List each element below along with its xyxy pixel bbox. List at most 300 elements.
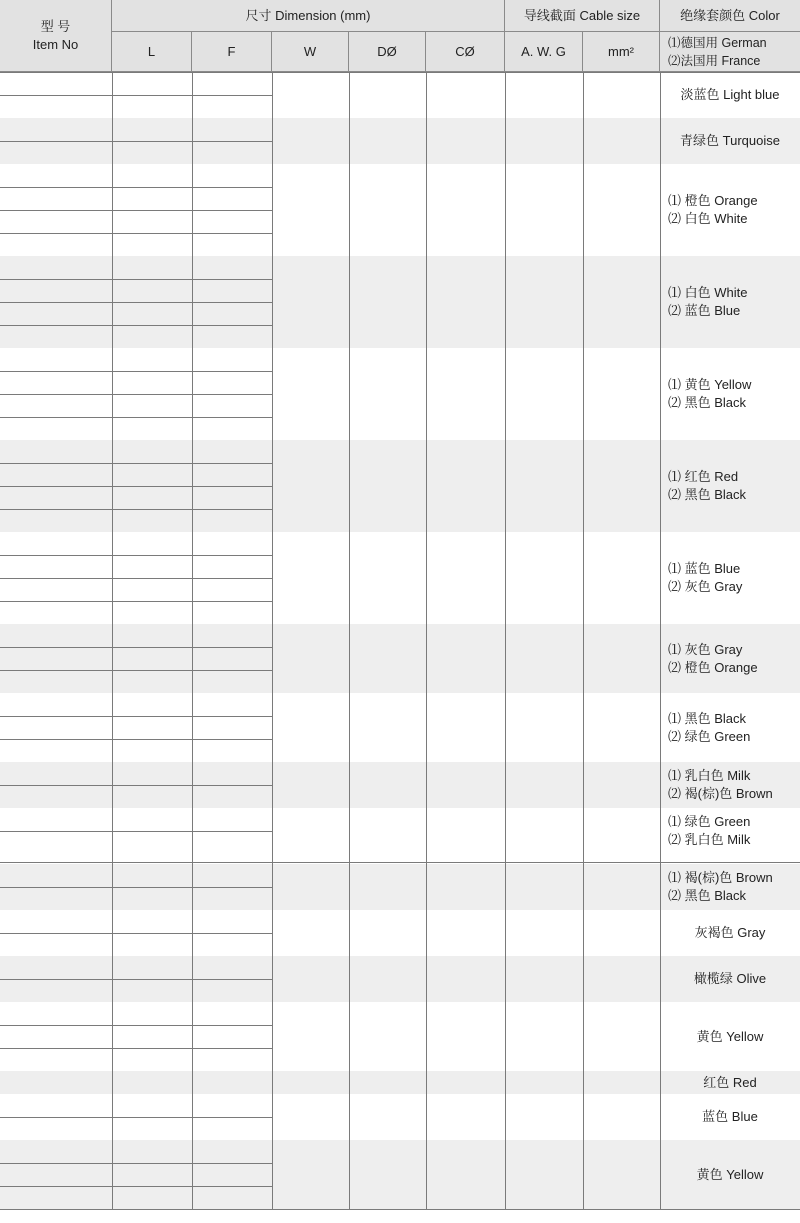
color-line: 黄色 Yellow (696, 1028, 764, 1044)
dim-F (192, 187, 272, 210)
block-separator-line (0, 862, 800, 863)
color-line: ⑴ 绿色 Green (668, 814, 751, 829)
dim-D (349, 624, 426, 693)
dim-W (272, 118, 349, 164)
color-line: ⑴ 灰色 Gray (668, 641, 743, 657)
item-number (0, 532, 112, 555)
dim-awg (505, 1071, 583, 1094)
color-line: ⑴ 蓝色 Blue (668, 561, 741, 576)
dim-mm2 (583, 808, 660, 854)
row-divider (0, 486, 272, 487)
dim-awg (505, 118, 583, 164)
color-line: 蓝色 Blue (702, 1109, 758, 1124)
color-line: ⑵ 灰色 Gray (668, 579, 743, 594)
dim-F (192, 601, 272, 624)
dim-mm2 (583, 532, 660, 624)
row-divider (0, 647, 272, 648)
dim-W (272, 532, 349, 624)
item-number (0, 210, 112, 233)
color-line: ⑵ 橙色 Orange (668, 659, 758, 675)
dim-F (192, 933, 272, 956)
dim-W (272, 956, 349, 1002)
dim-L (112, 95, 192, 118)
row-divider (0, 233, 272, 234)
insulation-color (660, 72, 800, 118)
item-number (0, 440, 112, 463)
insulation-color (660, 910, 800, 956)
group-divider (0, 1209, 800, 1210)
dim-F (192, 233, 272, 256)
dim-L (112, 256, 192, 279)
insulation-color (660, 624, 800, 693)
dim-awg (505, 532, 583, 624)
item-number (0, 1071, 112, 1094)
item-number (0, 118, 112, 141)
item-number (0, 279, 112, 302)
dim-C (426, 693, 505, 762)
item-number (0, 785, 112, 808)
column-divider (660, 72, 661, 1209)
item-number (0, 887, 112, 910)
item-number (0, 1117, 112, 1140)
col-header-C: CØ (426, 32, 505, 72)
dim-mm2 (583, 440, 660, 532)
dim-L (112, 1163, 192, 1186)
dim-F (192, 831, 272, 854)
dim-L (112, 1002, 192, 1025)
dim-L (112, 348, 192, 371)
item-number (0, 864, 112, 887)
row-divider (0, 785, 272, 786)
item-number (0, 1140, 112, 1163)
item-number (0, 808, 112, 831)
dim-W (272, 864, 349, 910)
dim-mm2 (583, 256, 660, 348)
dim-mm2 (583, 1071, 660, 1094)
dim-L (112, 509, 192, 532)
item-number (0, 348, 112, 371)
dim-F (192, 739, 272, 762)
color-line: ⑴ 褐(棕)色 Brown (668, 870, 773, 885)
dim-C (426, 1140, 505, 1209)
item-number (0, 233, 112, 256)
dim-L (112, 141, 192, 164)
dim-L (112, 693, 192, 716)
item-number (0, 164, 112, 187)
dim-L (112, 1140, 192, 1163)
dim-C (426, 72, 505, 118)
dim-C (426, 256, 505, 348)
insulation-color (660, 1002, 800, 1071)
color-line: 淡蓝色 Light blue (680, 87, 780, 102)
item-number (0, 325, 112, 348)
item-number (0, 141, 112, 164)
insulation-color (660, 164, 800, 256)
dim-L (112, 831, 192, 854)
dim-C (426, 164, 505, 256)
dim-awg (505, 808, 583, 854)
dim-W (272, 256, 349, 348)
color-line: ⑵ 黑色 Black (668, 487, 747, 502)
item-number (0, 716, 112, 739)
dimension-header: 尺寸 Dimension (mm) (112, 0, 505, 32)
dim-F (192, 808, 272, 831)
dim-C (426, 762, 505, 808)
dim-W (272, 910, 349, 956)
dim-C (426, 532, 505, 624)
dim-W (272, 440, 349, 532)
column-divider (426, 72, 427, 1209)
column-divider (505, 72, 506, 1209)
row-divider (0, 325, 272, 326)
row-divider (0, 394, 272, 395)
dim-C (426, 864, 505, 910)
color-line: ⑴ 乳白色 Milk (668, 768, 751, 783)
dim-D (349, 864, 426, 910)
dim-L (112, 233, 192, 256)
dim-C (426, 1094, 505, 1140)
color-line: 红色 Red (703, 1074, 757, 1090)
dim-C (426, 624, 505, 693)
col-header-standard (660, 32, 800, 72)
dim-F (192, 394, 272, 417)
item-number (0, 187, 112, 210)
dim-F (192, 72, 272, 95)
dim-F (192, 624, 272, 647)
item-header-cn: 型 号 (40, 18, 71, 34)
row-divider (0, 1048, 272, 1049)
item-number (0, 762, 112, 785)
dim-mm2 (583, 164, 660, 256)
item-header (0, 0, 112, 72)
dim-awg (505, 164, 583, 256)
row-divider (0, 578, 272, 579)
row-divider (0, 1117, 272, 1118)
dim-C (426, 1071, 505, 1094)
dim-L (112, 910, 192, 933)
dim-L (112, 1071, 192, 1094)
color-line: 黄色 Yellow (696, 1166, 764, 1182)
dim-L (112, 325, 192, 348)
item-number (0, 601, 112, 624)
color-line: 青绿色 Turquoise (680, 133, 780, 148)
color-line: ⑵ 乳白色 Milk (668, 832, 751, 847)
item-number (0, 739, 112, 762)
dim-L (112, 762, 192, 785)
dim-L (112, 72, 192, 95)
dim-L (112, 956, 192, 979)
dim-W (272, 762, 349, 808)
dim-C (426, 118, 505, 164)
dim-D (349, 1094, 426, 1140)
dim-mm2 (583, 762, 660, 808)
dim-F (192, 716, 272, 739)
dim-F (192, 1094, 272, 1117)
insulation-color (660, 440, 800, 532)
dim-C (426, 348, 505, 440)
dim-mm2 (583, 693, 660, 762)
insulation-color (660, 762, 800, 808)
dim-D (349, 348, 426, 440)
dim-D (349, 72, 426, 118)
std-german: ⑴德国用 German (668, 35, 767, 50)
row-divider (0, 601, 272, 602)
dim-awg (505, 910, 583, 956)
row-divider (0, 302, 272, 303)
dim-L (112, 1048, 192, 1071)
row-divider (0, 463, 272, 464)
color-line: 橄榄绿 Olive (693, 971, 767, 986)
dim-F (192, 348, 272, 371)
col-header-D: DØ (349, 32, 426, 72)
dim-L (112, 1186, 192, 1209)
item-number (0, 979, 112, 1002)
column-divider (192, 72, 193, 1209)
dim-awg (505, 1094, 583, 1140)
dim-D (349, 910, 426, 956)
dim-F (192, 647, 272, 670)
dim-D (349, 693, 426, 762)
dim-awg (505, 72, 583, 118)
item-number (0, 1025, 112, 1048)
item-number (0, 555, 112, 578)
color-line: ⑴ 红色 Red (668, 469, 739, 484)
dim-F (192, 256, 272, 279)
dim-L (112, 118, 192, 141)
item-number (0, 1048, 112, 1071)
dim-D (349, 256, 426, 348)
dim-D (349, 808, 426, 854)
color-line: ⑵ 白色 White (668, 211, 748, 226)
color-line: ⑴ 橙色 Orange (668, 193, 758, 208)
dim-L (112, 670, 192, 693)
row-divider (0, 555, 272, 556)
dim-D (349, 1002, 426, 1071)
col-header-awg: A. W. G (505, 32, 583, 72)
color-line: ⑴ 黄色 Yellow (668, 377, 752, 392)
row-divider (0, 1163, 272, 1164)
dim-L (112, 739, 192, 762)
item-number (0, 486, 112, 509)
dim-L (112, 555, 192, 578)
insulation-color (660, 118, 800, 164)
dim-mm2 (583, 624, 660, 693)
dim-L (112, 716, 192, 739)
row-divider (0, 933, 272, 934)
dim-D (349, 440, 426, 532)
insulation-color (660, 956, 800, 1002)
column-divider (112, 72, 113, 1209)
item-number (0, 910, 112, 933)
row-divider (0, 1186, 272, 1187)
dim-L (112, 624, 192, 647)
dim-F (192, 762, 272, 785)
dim-F (192, 979, 272, 1002)
dim-D (349, 118, 426, 164)
dim-awg (505, 762, 583, 808)
item-number (0, 1094, 112, 1117)
insulation-color (660, 256, 800, 348)
dim-L (112, 532, 192, 555)
row-divider (0, 739, 272, 740)
dim-awg (505, 1002, 583, 1071)
cable-size-header: 导线截面 Cable size (505, 0, 660, 32)
dim-F (192, 371, 272, 394)
col-header-L: L (112, 32, 192, 72)
dim-mm2 (583, 1094, 660, 1140)
item-header-en: Item No (32, 36, 79, 52)
dim-C (426, 956, 505, 1002)
row-divider (0, 95, 272, 96)
dim-C (426, 910, 505, 956)
dim-F (192, 509, 272, 532)
dim-F (192, 118, 272, 141)
row-divider (0, 670, 272, 671)
insulation-color (660, 348, 800, 440)
dim-F (192, 670, 272, 693)
color-line: ⑵ 黑色 Black (668, 395, 747, 410)
dim-F (192, 325, 272, 348)
row-divider (0, 716, 272, 717)
item-number (0, 256, 112, 279)
dim-F (192, 864, 272, 887)
dim-D (349, 532, 426, 624)
row-divider (0, 371, 272, 372)
dim-C (426, 1002, 505, 1071)
insulation-color (660, 1071, 800, 1094)
item-number (0, 95, 112, 118)
dim-L (112, 371, 192, 394)
dim-mm2 (583, 1002, 660, 1071)
row-divider (0, 509, 272, 510)
column-divider (349, 72, 350, 1209)
dim-L (112, 486, 192, 509)
item-number (0, 1186, 112, 1209)
column-divider (583, 72, 584, 1209)
dim-W (272, 72, 349, 118)
dim-F (192, 1140, 272, 1163)
item-number (0, 578, 112, 601)
dim-awg (505, 440, 583, 532)
item-number (0, 394, 112, 417)
color-line: ⑵ 褐(棕)色 Brown (668, 786, 773, 801)
dim-awg (505, 693, 583, 762)
dim-L (112, 302, 192, 325)
row-divider (0, 210, 272, 211)
dim-L (112, 979, 192, 1002)
color-line: ⑵ 黑色 Black (668, 888, 747, 903)
color-header: 绝缘套颜色 Color (660, 0, 800, 32)
dim-F (192, 302, 272, 325)
dim-F (192, 1071, 272, 1094)
dim-awg (505, 1140, 583, 1209)
dim-L (112, 463, 192, 486)
dim-D (349, 1071, 426, 1094)
dim-L (112, 279, 192, 302)
dim-F (192, 887, 272, 910)
col-header-mm2: mm² (583, 32, 660, 72)
dim-L (112, 1094, 192, 1117)
dim-awg (505, 864, 583, 910)
dim-L (112, 601, 192, 624)
dim-F (192, 210, 272, 233)
row-divider (0, 187, 272, 188)
dim-L (112, 394, 192, 417)
item-number (0, 1163, 112, 1186)
dim-mm2 (583, 864, 660, 910)
color-line: ⑵ 蓝色 Blue (668, 303, 741, 318)
dim-awg (505, 956, 583, 1002)
dim-L (112, 440, 192, 463)
dim-awg (505, 256, 583, 348)
dim-mm2 (583, 910, 660, 956)
dim-F (192, 95, 272, 118)
column-divider (272, 72, 273, 1209)
dim-mm2 (583, 348, 660, 440)
dim-C (426, 808, 505, 854)
color-line: ⑴ 黑色 Black (668, 710, 747, 726)
item-number (0, 72, 112, 95)
col-header-F: F (192, 32, 272, 72)
dim-mm2 (583, 72, 660, 118)
dim-W (272, 1071, 349, 1094)
dim-W (272, 1094, 349, 1140)
item-number (0, 1002, 112, 1025)
item-number (0, 933, 112, 956)
dim-L (112, 164, 192, 187)
row-divider (0, 887, 272, 888)
dim-F (192, 1048, 272, 1071)
dim-F (192, 417, 272, 440)
dim-F (192, 1186, 272, 1209)
item-number (0, 624, 112, 647)
item-number (0, 302, 112, 325)
dim-mm2 (583, 1140, 660, 1209)
item-number (0, 956, 112, 979)
dim-L (112, 187, 192, 210)
dim-F (192, 164, 272, 187)
row-divider (0, 1025, 272, 1026)
dim-F (192, 486, 272, 509)
row-divider (0, 831, 272, 832)
dim-D (349, 762, 426, 808)
item-number (0, 693, 112, 716)
dim-F (192, 1002, 272, 1025)
color-line: ⑵ 绿色 Green (668, 728, 751, 744)
dim-L (112, 417, 192, 440)
dim-F (192, 440, 272, 463)
dim-mm2 (583, 956, 660, 1002)
dim-F (192, 555, 272, 578)
color-line: ⑴ 白色 White (668, 285, 748, 300)
item-number (0, 670, 112, 693)
dim-W (272, 693, 349, 762)
dim-W (272, 624, 349, 693)
dim-F (192, 910, 272, 933)
insulation-color (660, 1140, 800, 1209)
dim-F (192, 1163, 272, 1186)
dim-awg (505, 624, 583, 693)
dim-F (192, 578, 272, 601)
dim-F (192, 956, 272, 979)
dim-W (272, 1002, 349, 1071)
dim-L (112, 933, 192, 956)
insulation-color (660, 864, 800, 910)
item-number (0, 831, 112, 854)
dim-D (349, 164, 426, 256)
dim-L (112, 647, 192, 670)
row-divider (0, 979, 272, 980)
